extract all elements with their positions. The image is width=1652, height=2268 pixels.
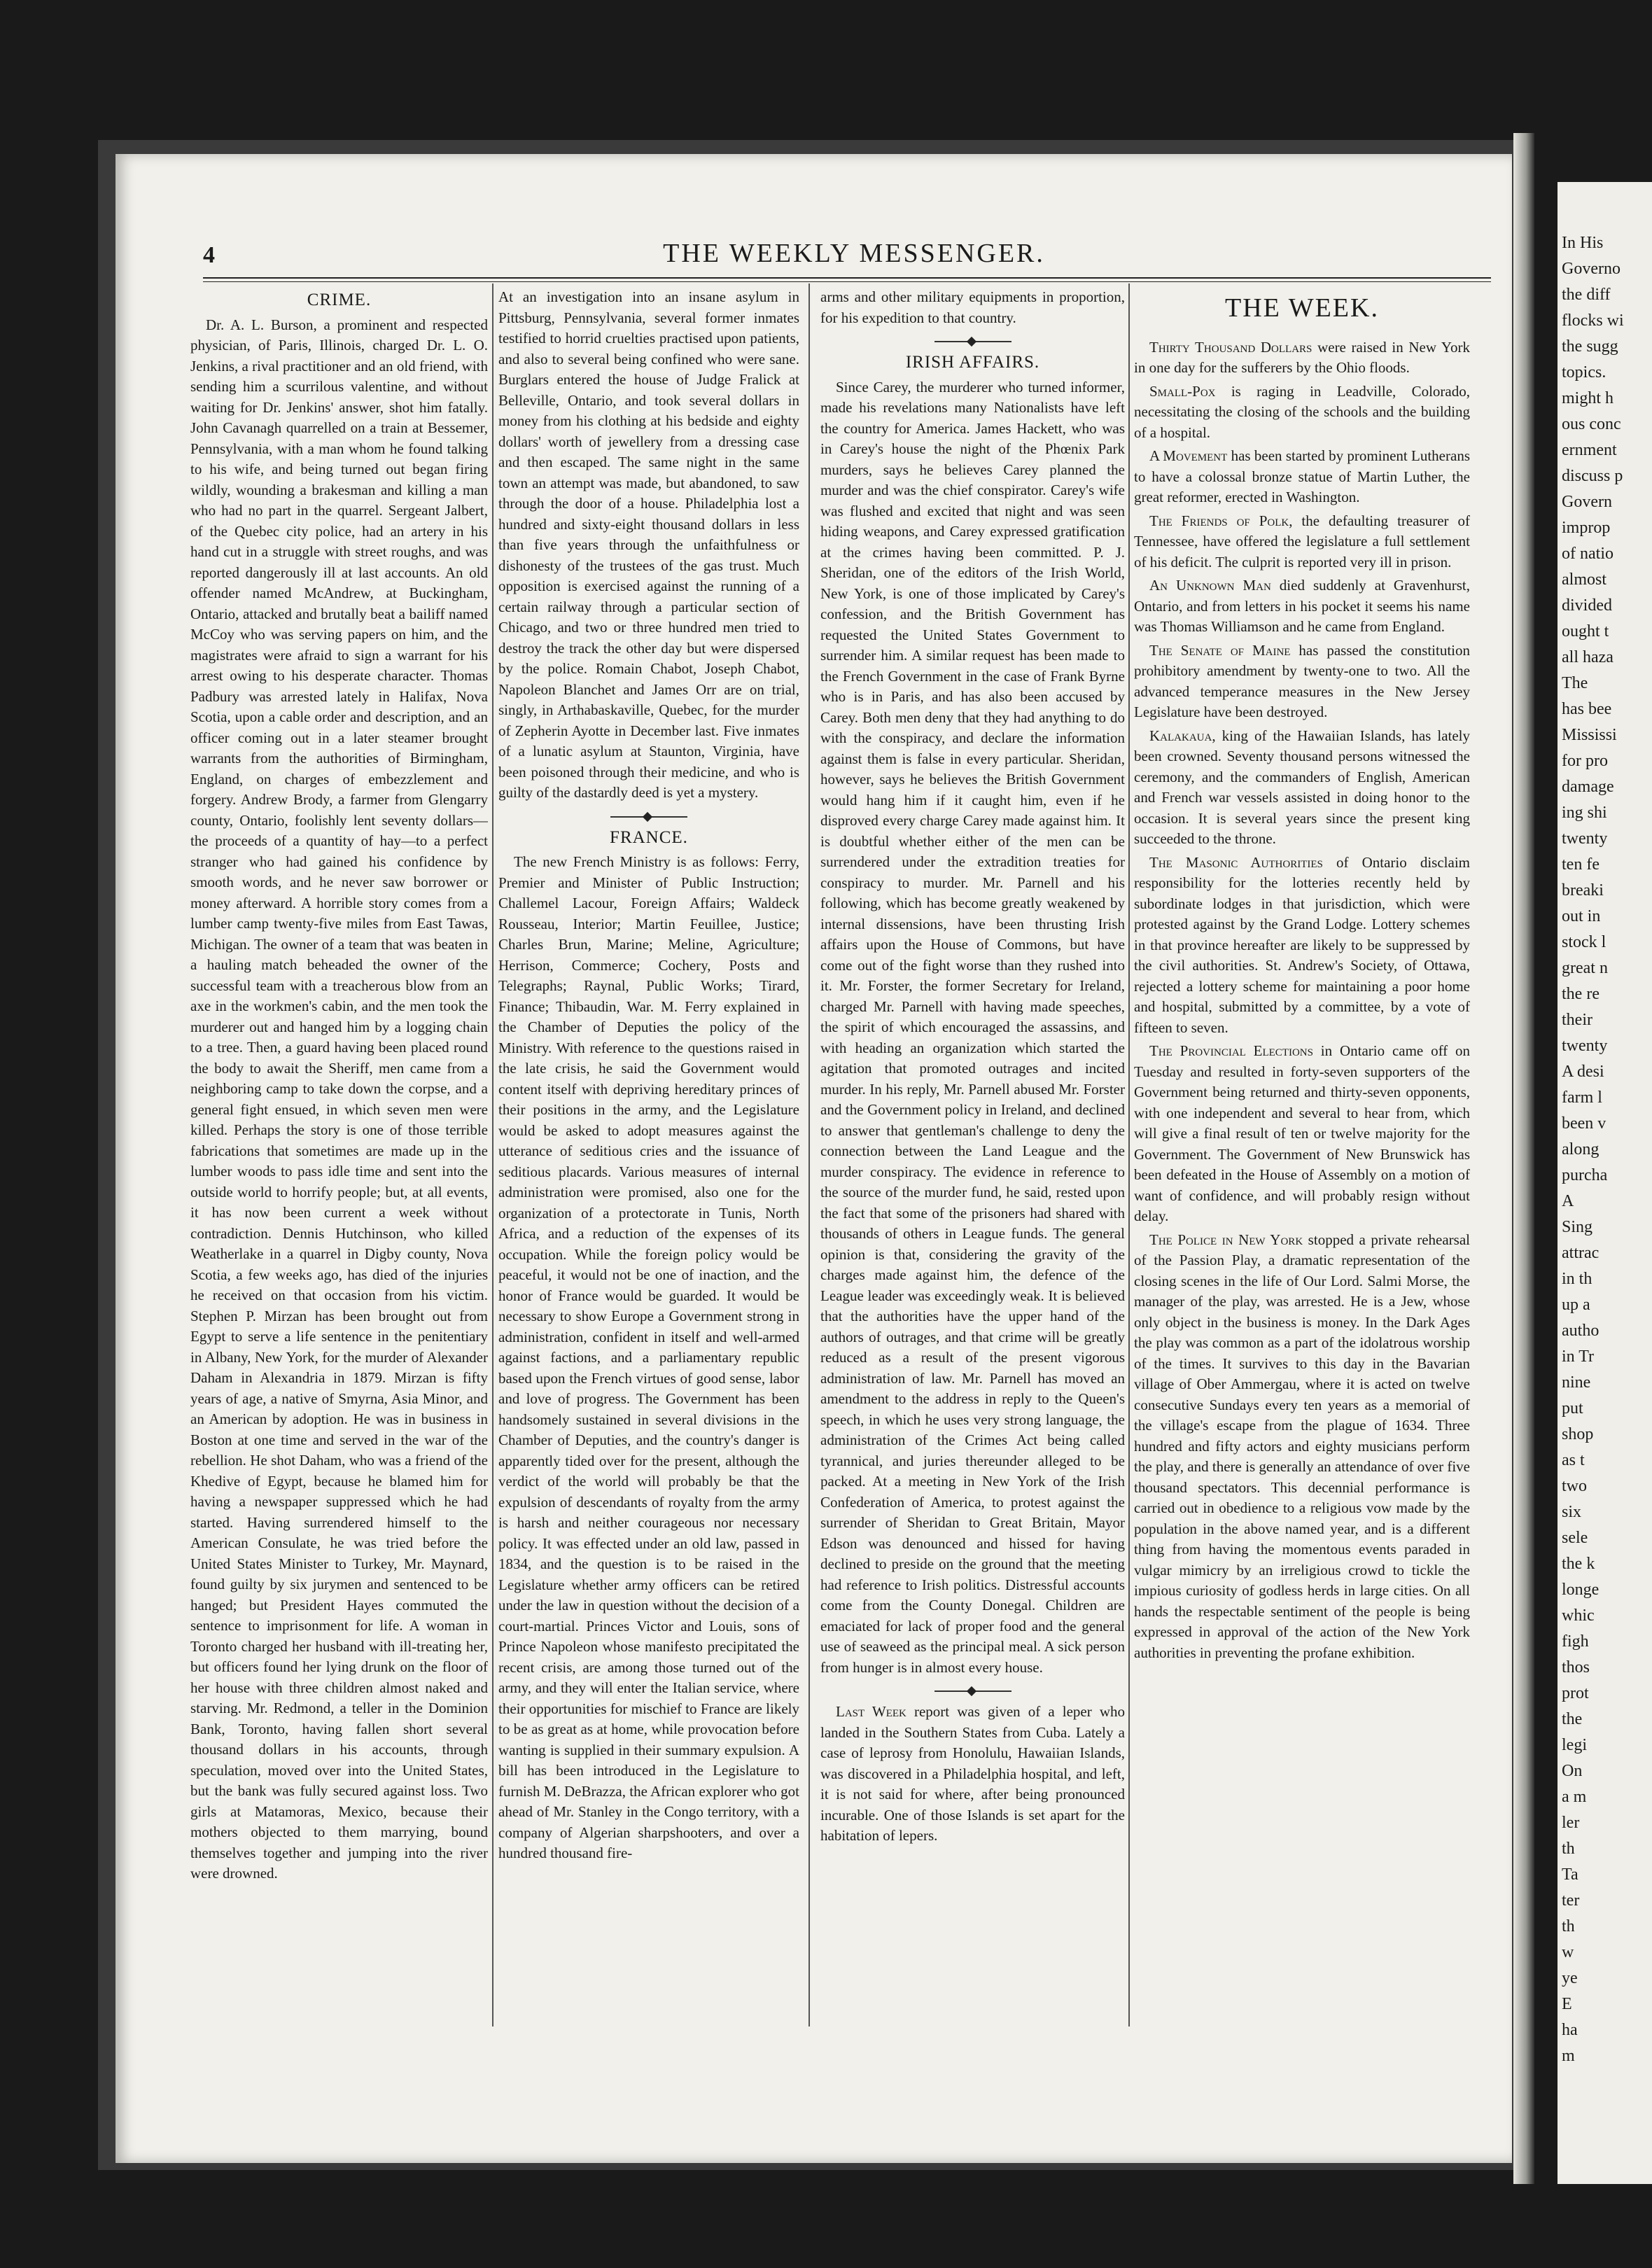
adjacent-page-text-fragment: up a bbox=[1562, 1296, 1590, 1314]
item-text: , king of the Hawaiian Islands, has lately been crowned. Seventy thousand persons witnessed the ceremony, and the commanders of English, American and French war vessels assisted in doing honor to the occasion. It is several years since the present king succeeded to the throne. bbox=[1134, 727, 1470, 847]
article-paragraph: Since Carey, the murderer who turned informer, made his revelations many Nationalists have left the country for America. James Hackett, who was in Carey's house the night of the Phœnix Park murders, says he believes Carey planned the murder and was the chief conspirator. Carey's wife was flushed and excited that night and was seen hiding weapons, and Carey expressed gratification at the crimes having been committed. P. J. Sheridan, one of the editors of the Irish World, New York, is one of those implicated by Carey's confession, and the British Government has requested the United States Government to surrender him. A similar request has been made to the French Government in the case of Frank Byrne who is in Paris, and has also been accused by Carey. Both men deny that they had anything to do with the conspiracy, and declare the information against them is false in every particular. Sheridan, however, says he believes the British Government would hang him if it caught him, even if he disproved every charge Carey made against him. It is doubtful whether either of the men can be surrendered under the extradition treaties for conspiracy to murder. Mr. Parnell and his following, which has become greatly weakened by internal dissensions, have been thrusting Irish affairs upon the House of Commons, but have come out of the fight worse than they rushed into it. Mr. Forster, the former Secretary for Ireland, charged Mr. Parnell with having made speeches, the spirit of which encouraged the assassins, and with heading an organization which started the agitation that promoted outrages and incited murder. In his reply, Mr. Parnell abused Mr. Forster and the Government policy in Ireland, and declined to answer that gentleman's challenge to deny the connection between the Land League and the murder conspiracy. The evidence in reference to the source of the murder fund, he said, rested upon the fact that some of the prisoners had shared with thousands of others in League funds. The general opinion is that, considering the gravity of the charges made against him, the defence of the League leader was exceedingly weak. It is believed that the authorities have the upper hand of the authors of outrages, and that crime will be greatly reduced as a result of the present vigorous administration of law. Mr. Parnell has moved an amendment to the address in reply to the Queen's speech, in which he uses very strong language, the administration of the Crimes Act being called tyrannical, and juries thereunder alleged to be packed. At a meeting in New York of the Irish Confederation of America, to protest against the surrender of Sheridan to Great Britain, Mayor Edson was denounced and hissed for having declined to preside on the ground that the meeting had reference to Irish politics. Distressful accounts come from the County Donegal. Children are emaciated for lack of proper food and the general use of seaweed as the principal meal. A sick person from hunger is in almost every house. bbox=[820, 378, 1125, 1676]
news-item bbox=[1134, 575, 1470, 638]
lead-words: Small-Pox bbox=[1149, 382, 1216, 400]
adjacent-page-text-fragment: their bbox=[1562, 1011, 1592, 1029]
adjacent-page-text-fragment: been v bbox=[1562, 1114, 1606, 1133]
adjacent-page-text-fragment: the diff bbox=[1562, 286, 1611, 304]
section-heading-irish-affairs: IRISH AFFAIRS. bbox=[905, 353, 1040, 372]
adjacent-page-text-fragment: ought t bbox=[1562, 622, 1609, 640]
masthead bbox=[203, 238, 1505, 280]
item-text: is raging in Leadville, Colorado, necessitating the closing of the schools and the building of a hospital. bbox=[1134, 382, 1470, 441]
news-item bbox=[1134, 640, 1470, 723]
adjacent-page-text-fragment: legi bbox=[1562, 1736, 1587, 1754]
adjacent-page-text-fragment: has bee bbox=[1562, 700, 1612, 718]
section-separator bbox=[934, 1688, 1011, 1695]
adjacent-page-text-fragment: shop bbox=[1562, 1425, 1594, 1443]
news-item bbox=[1134, 446, 1470, 508]
article-paragraph: At an investigation into an insane asylum in Pittsburg, Pennsylvania, several former inmates testified to horrid cruelties practised upon patients, and also to several being confined who were sane. Burglars entered the house of Judge Fralick at Belleville, Ontario, and took several dollars in money from his clothing at his bedside and eighty dollars' worth of jewellery from a dressing case and then escaped. The same night in the same town an attempt was made, but abandoned, to saw through the door of a house. Philadelphia lost a hundred and sixty-eight thousand dollars in less than five years through the unfaithfulness or dishonesty of the trustees of the gas trust. Much opposition is exercised against the running of a certain railway through a particular section of Chicago, and two or three hundred men tried to destroy the track the other day but were dispersed by the police. Romain Chabot, Joseph Chabot, Napoleon Blanchet and James Orr are on trial, singly, in Arthabaskaville, Quebec, for the murder of Zepherin Ayotte in December last. Five inmates of a lunatic asylum at Staunton, Virginia, have been poisoned through their medicine, and who is guilty of the dastardly deed is yet a mystery. bbox=[498, 288, 799, 801]
article-paragraph: The new French Ministry is as follows: Ferry, Premier and Minister of Public Instruction; Challemel Lacour, Foreign Affairs; Waldeck Rousseau, Interior; Martin Feuillee, Justice; Charles Brun, Marine; Meline, Agriculture; Herrison, Commerce; Cochery, Posts and Telegraphs; Raynal, Public Works; Tirard, Finance; Thibaudin, War. M. Ferry explained in the Chamber of Deputies the policy of the Ministry. With reference to the questions raised in the late crisis, he said the Government would content itself with depriving hereditary princes of their positions in the army, and the Legislature would be asked to adopt measures against the utterance of seditious cries and the issuance of seditious placards. Various measures of internal administration were promised, also one for the organization of a protectorate in Tunis, North Africa, and a reduction of the expenses of its occupation. While the foreign policy would be peaceful, it would not be one of inaction, and the honor of France would be guarded. It would be necessary to show Europe a Government strong in administration, confident in itself and well-armed against factions, and a parliamentary republic based upon the French virtues of good sense, labor and love of progress. The Government has been handsomely sustained in several divisions in the Chamber of Deputies, and the country's danger is apparently tided over for the present, although the verdict of the world will probably be that the expulsion of descendants of royalty from the army is harsh and neither courageous nor necessary policy. It was effected under an old law, passed in 1834, and the question is to be raised in the Legislature whether army officers can be retired under the law in question without the decision of a court-martial. Princes Victor and Louis, sons of Prince Napoleon whose manifesto precipitated the recent crisis, are among those turned out of the army, and they will enter the Italian service, where their opportunities for mischief to France are likely to be as great as at home, while provocation before wanting is supplied in their summary expulsion. A bill has been introduced in the Legislature to furnish M. DeBrazza, the African explorer who got ahead of Mr. Stanley in the Congo territory, with a company of Algerian sharpshooters, and over a hundred thousand fire- bbox=[498, 853, 799, 1861]
news-item bbox=[1134, 726, 1470, 850]
adjacent-page-text-fragment: the sugg bbox=[1562, 337, 1618, 356]
adjacent-page-text-fragment: nine bbox=[1562, 1373, 1591, 1392]
adjacent-page-text-fragment: whic bbox=[1562, 1606, 1595, 1625]
article-paragraph-leper bbox=[820, 1702, 1125, 1847]
adjacent-page-text-fragment: The bbox=[1562, 674, 1588, 692]
item-text: stopped a private rehearsal of the Passion Play, a dramatic representation of the closing scenes in the life of Our Lord. Salmi Morse, the manager of the play, was arrested. He is a Jew, whose only object in the business is money. In the Dark Ages the play was common as a part of the idolatrous worship of the times. It survives to this day in the Bavarian village of Ober Ammergau, where it is acted on twelve consecutive Sundays every ten years as a memorial of the village's escape from the plague of 1634. Three hundred and fifty actors and eighty musicians perform the play, and there is generally an attendance of over five thousand spectators. This decennial performance is carried out in obedience to a religious vow made by the population in the above named year, and is a different thing from having the momentous events paraded in vulgar mimicry by an irreligious crowd to tickle the impious curiosity of godless herds in large cities. On all hands the respectable sentiment of the people is being expressed in approval of the action of the New York authorities in preventing the profane exhibition. bbox=[1134, 1231, 1470, 1661]
adjacent-page-text-fragment: figh bbox=[1562, 1632, 1589, 1651]
section-heading-france: FRANCE. bbox=[610, 827, 688, 847]
lead-words: The Provincial Elections bbox=[1149, 1042, 1313, 1059]
adjacent-page-text-fragment: Govern bbox=[1562, 493, 1612, 511]
lead-words: An Unknown Man bbox=[1149, 577, 1271, 594]
lead-words: The Police in New York bbox=[1149, 1231, 1303, 1248]
item-text: has been started by prominent Lutherans to have a colossal bronze statue of Martin Luther, the great reformer, erected in Washington. bbox=[1134, 447, 1470, 505]
adjacent-page-text-fragment: Sing bbox=[1562, 1218, 1593, 1236]
item-text: were raised in New York in one day for the sufferers by the Ohio floods. bbox=[1134, 338, 1470, 376]
news-item bbox=[1134, 1230, 1470, 1664]
adjacent-page-text-fragment: of natio bbox=[1562, 545, 1614, 563]
lead-words: Last Week bbox=[836, 1703, 906, 1720]
adjacent-page-text-fragment: flocks wi bbox=[1562, 312, 1624, 330]
column-divider bbox=[1128, 284, 1130, 2026]
lead-words: A Movement bbox=[1149, 447, 1228, 464]
adjacent-page-text-fragment: put bbox=[1562, 1399, 1583, 1418]
news-item bbox=[1134, 853, 1470, 1039]
column-asylum-france bbox=[498, 287, 799, 2030]
adjacent-page-text-fragment: prot bbox=[1562, 1684, 1589, 1702]
adjacent-page-text-fragment: w bbox=[1562, 1943, 1574, 1961]
adjacent-page-text-fragment: out in bbox=[1562, 907, 1601, 925]
section-separator bbox=[610, 813, 687, 820]
adjacent-page-text-fragment: ter bbox=[1562, 1891, 1580, 1910]
adjacent-page-text-fragment: ernment bbox=[1562, 441, 1617, 459]
adjacent-page-text-fragment: A desi bbox=[1562, 1063, 1604, 1081]
adjacent-page-text-fragment: On bbox=[1562, 1762, 1583, 1780]
adjacent-page-text-fragment: th bbox=[1562, 1840, 1575, 1858]
adjacent-page-text-fragment: purcha bbox=[1562, 1166, 1608, 1184]
column-irish-affairs bbox=[820, 287, 1125, 2030]
adjacent-page-text-fragment: A bbox=[1562, 1192, 1574, 1210]
item-text: in Ontario came off on Tuesday and resulted in forty-seven supporters of the Government being returned and thirty-seven opponents, with one independent and several to hear from, which will give a final result of ten or twelve majority for the Government. The Government of New Brunswick has been defeated in the House of Assembly on a motion of want of confidence, and will probably resign without delay. bbox=[1134, 1042, 1470, 1224]
lead-words: The Friends of Polk bbox=[1149, 512, 1289, 529]
column-crime bbox=[190, 287, 488, 2030]
adjacent-page-text-fragment: improp bbox=[1562, 519, 1611, 537]
column-divider bbox=[492, 284, 493, 2026]
section-separator bbox=[934, 338, 1011, 345]
adjacent-page-text-fragment: sele bbox=[1562, 1529, 1588, 1547]
column-the-week bbox=[1134, 287, 1470, 2030]
adjacent-page-text-fragment: all haza bbox=[1562, 648, 1614, 666]
adjacent-page-text-fragment: the re bbox=[1562, 985, 1600, 1003]
adjacent-page-text-fragment: breaki bbox=[1562, 881, 1604, 899]
adjacent-page-fragment bbox=[1558, 182, 1652, 2184]
adjacent-page-text-fragment: along bbox=[1562, 1140, 1600, 1158]
adjacent-page-text-fragment: in th bbox=[1562, 1270, 1592, 1288]
adjacent-page-text-fragment: might h bbox=[1562, 389, 1614, 407]
item-text: of Ontario disclaim responsibility for the lotteries recently held by subordinate lodges in that jurisdiction, which were protested against by the Grand Lodge. Lottery schemes in that province hereafter are likely to be suppressed by the civil authorities. St. Andrew's Society, of Ottawa, rejected a lottery scheme for maintaining a poor home and hospital, submitted by a committee, by a vote of fifteen to seven. bbox=[1134, 853, 1470, 1036]
adjacent-page-text-fragment: great n bbox=[1562, 959, 1608, 977]
adjacent-page-text-fragment: divided bbox=[1562, 596, 1612, 615]
adjacent-page-text-fragment: farm l bbox=[1562, 1088, 1602, 1107]
adjacent-page-text-fragment: ing shi bbox=[1562, 804, 1607, 822]
lead-words: Kalakaua bbox=[1149, 727, 1212, 744]
adjacent-page-text-fragment: E bbox=[1562, 1995, 1572, 2013]
adjacent-page-text-fragment: ha bbox=[1562, 2021, 1578, 2039]
section-heading-the-week: THE WEEK. bbox=[1225, 293, 1379, 323]
lead-words: The Senate of Maine bbox=[1149, 641, 1291, 659]
adjacent-page-text-fragment: almost bbox=[1562, 570, 1606, 589]
adjacent-page-text-fragment: the bbox=[1562, 1710, 1583, 1728]
adjacent-page-text-fragment: twenty bbox=[1562, 830, 1608, 848]
adjacent-page-text-fragment: Governo bbox=[1562, 260, 1620, 278]
page-number: 4 bbox=[203, 242, 215, 268]
adjacent-page-text-fragment: two bbox=[1562, 1477, 1587, 1495]
adjacent-page-text-fragment: In His bbox=[1562, 234, 1604, 252]
adjacent-page-text-fragment: Ta bbox=[1562, 1865, 1578, 1884]
adjacent-page-text-fragment: ye bbox=[1562, 1969, 1578, 1987]
column-divider bbox=[808, 284, 810, 2026]
adjacent-page-text-fragment: topics. bbox=[1562, 363, 1606, 382]
article-paragraph: Dr. A. L. Burson, a prominent and respected physician, of Paris, Illinois, charged Dr. L. O. Jenkins, a rival practitioner and an old friend, with sending him a scurrilous valentine, and without waiting for Dr. Jenkins' answer, shot him fatally. John Cavanagh quarrelled on a train at Bessemer, Pennsylvania, with a man whom he found talking to his wife, and being turned out began firing wildly, wounding a brakesman and killing a man who had no part in the quarrel. Sergeant Jalbert, of the Quebec city police, had an artery in his hand cut in a struggle with street roughs, and was reported dangerously ill at last accounts. An old offender named McAndrew, at Buckingham, Ontario, attacked and brutally beat a bailiff named McCoy who was serving papers on him, and the magistrates were afraid to sign a warrant for his arrest owing to his desperate character. Thomas Padbury was arrested lately in Halifax, Nova Scotia, upon a cable order and description, and an officer coming out in a later steamer brought warrants from the authorities of Birmingham, England, on charges of embezzlement and forgery. Andrew Brody, a farmer from Glengarry county, Ontario, foolishly lent seventy dollars—the proceeds of a quantity of hay—to a perfect stranger who had gained his confidence by smooth words, and he never saw borrower or money afterward. A horrible story comes from a lumber camp twenty-five miles from East Tawas, Michigan. The owner of a team that was beaten in a hauling match beheaded the owner of the successful team with a treacherous blow from an axe in the workmen's cabin, and the men took the murderer out and hanged him by a logging chain to a tree. Then, a guard having been placed round the body to await the Sheriff, men came from a neighboring camp to take down the corpse, and a general fight ensued, in which seven men were killed. Perhaps the story is one of those terrible fabrications that sometimes are made up in the lumber woods to pass idle time and sent into the outside world to horrify people; but, at all events, it has now been current a week without contradiction. Dennis Hutchinson, who killed Weatherlake in a quarrel in Digby county, Nova Scotia, a few weeks ago, has died of the injuries he received on that occasion from his victim. Stephen P. Mirzan has been brought out from Egypt to serve a life sentence in the penitentiary in Albany, New York, for the murder of Alexander Daham in Alexandria in 1879. Mirzan is fifty years of age, a native of Smyrna, Asia Minor, and an American by adoption. He was in business in Boston at one time and served in the war of the rebellion. He shot Daham, who was a friend of the Khedive of Egypt, because he blamed him for having a newspaper suppressed which he had started. Having surrendered himself to the American Consulate, he was tried before the United States Minister to Turkey, Mr. Maynard, found guilty by six jurymen and sentenced to be hanged; but President Hayes commuted the sentence to imprisonment for life. A woman in Toronto charged her husband with ill-treating her, but officers found her lying drunk on the floor of her house with three children almost naked and starving. Mr. Redmond, a teller in the Dominion Bank, Toronto, having fallen short several thousand dollars in his accounts, through speculation, moved over into the United States, but the bank was fully secured against loss. Two girls at Matamoras, Mexico, because their mothers objected to them marrying, bound themselves together and jumping into the river were drowned. bbox=[190, 316, 488, 1882]
adjacent-page-text-fragment: ler bbox=[1562, 1814, 1580, 1832]
adjacent-page-text-fragment: ous conc bbox=[1562, 415, 1621, 433]
adjacent-page-text-fragment: in Tr bbox=[1562, 1348, 1595, 1366]
adjacent-page-text-fragment: longe bbox=[1562, 1581, 1600, 1599]
news-item bbox=[1134, 382, 1470, 444]
adjacent-page-text-fragment: as t bbox=[1562, 1451, 1585, 1469]
news-item bbox=[1134, 1041, 1470, 1227]
news-item bbox=[1134, 337, 1470, 379]
adjacent-page-text-fragment: for pro bbox=[1562, 752, 1608, 770]
adjacent-page-text-fragment: discuss p bbox=[1562, 467, 1623, 485]
lead-words: The Masonic Authorities bbox=[1149, 853, 1323, 871]
adjacent-page-text-fragment: th bbox=[1562, 1917, 1575, 1935]
masthead-rule bbox=[203, 277, 1491, 282]
adjacent-page-text-fragment: thos bbox=[1562, 1658, 1590, 1676]
adjacent-page-text-fragment: m bbox=[1562, 2047, 1575, 2065]
item-text: died suddenly at Gravenhurst, Ontario, and from letters in his pocket it seems his name was Thomas Williamson and he came from England. bbox=[1134, 577, 1470, 635]
article-paragraph: arms and other military equipments in proportion, for his expedition to that country. bbox=[820, 288, 1125, 326]
adjacent-page-text-fragment: Mississi bbox=[1562, 726, 1617, 744]
adjacent-page-text-fragment: attrac bbox=[1562, 1244, 1600, 1262]
adjacent-page-text-fragment: twenty bbox=[1562, 1037, 1608, 1055]
item-text: has passed the constitution prohibitory amendment by twenty-one to two. All the advanced temperance measures in the New Jersey Legislature have been destroyed. bbox=[1134, 641, 1470, 720]
page-binding-edge bbox=[1513, 133, 1534, 2184]
paragraph-text: report was given of a leper who landed in the Southern States from Cuba. Lately a case of leprosy from Honolulu, Hawaiian Islands, was discovered in a Philadelphia hospital, and left, it is not said for where, after being pronounced incurable. One of those Islands is set apart for the habitation of lepers. bbox=[820, 1703, 1125, 1844]
section-heading-crime: CRIME. bbox=[307, 290, 372, 309]
adjacent-page-text-fragment: stock l bbox=[1562, 933, 1606, 951]
lead-words: Thirty Thousand Dollars bbox=[1149, 338, 1312, 356]
adjacent-page-text-fragment: six bbox=[1562, 1503, 1582, 1521]
newspaper-title: THE WEEKLY MESSENGER. bbox=[663, 239, 1045, 268]
adjacent-page-text-fragment: autho bbox=[1562, 1322, 1600, 1340]
adjacent-page-text-fragment: a m bbox=[1562, 1788, 1587, 1806]
adjacent-page-text-fragment: ten fe bbox=[1562, 855, 1600, 874]
adjacent-page-text-fragment: damage bbox=[1562, 778, 1614, 796]
news-item bbox=[1134, 511, 1470, 573]
adjacent-page-text-fragment: the k bbox=[1562, 1555, 1595, 1573]
item-text: , the defaulting treasurer of Tennessee, have offered the legislature a full settlement of his deficit. The culprit is reported very ill in prison. bbox=[1134, 512, 1470, 570]
